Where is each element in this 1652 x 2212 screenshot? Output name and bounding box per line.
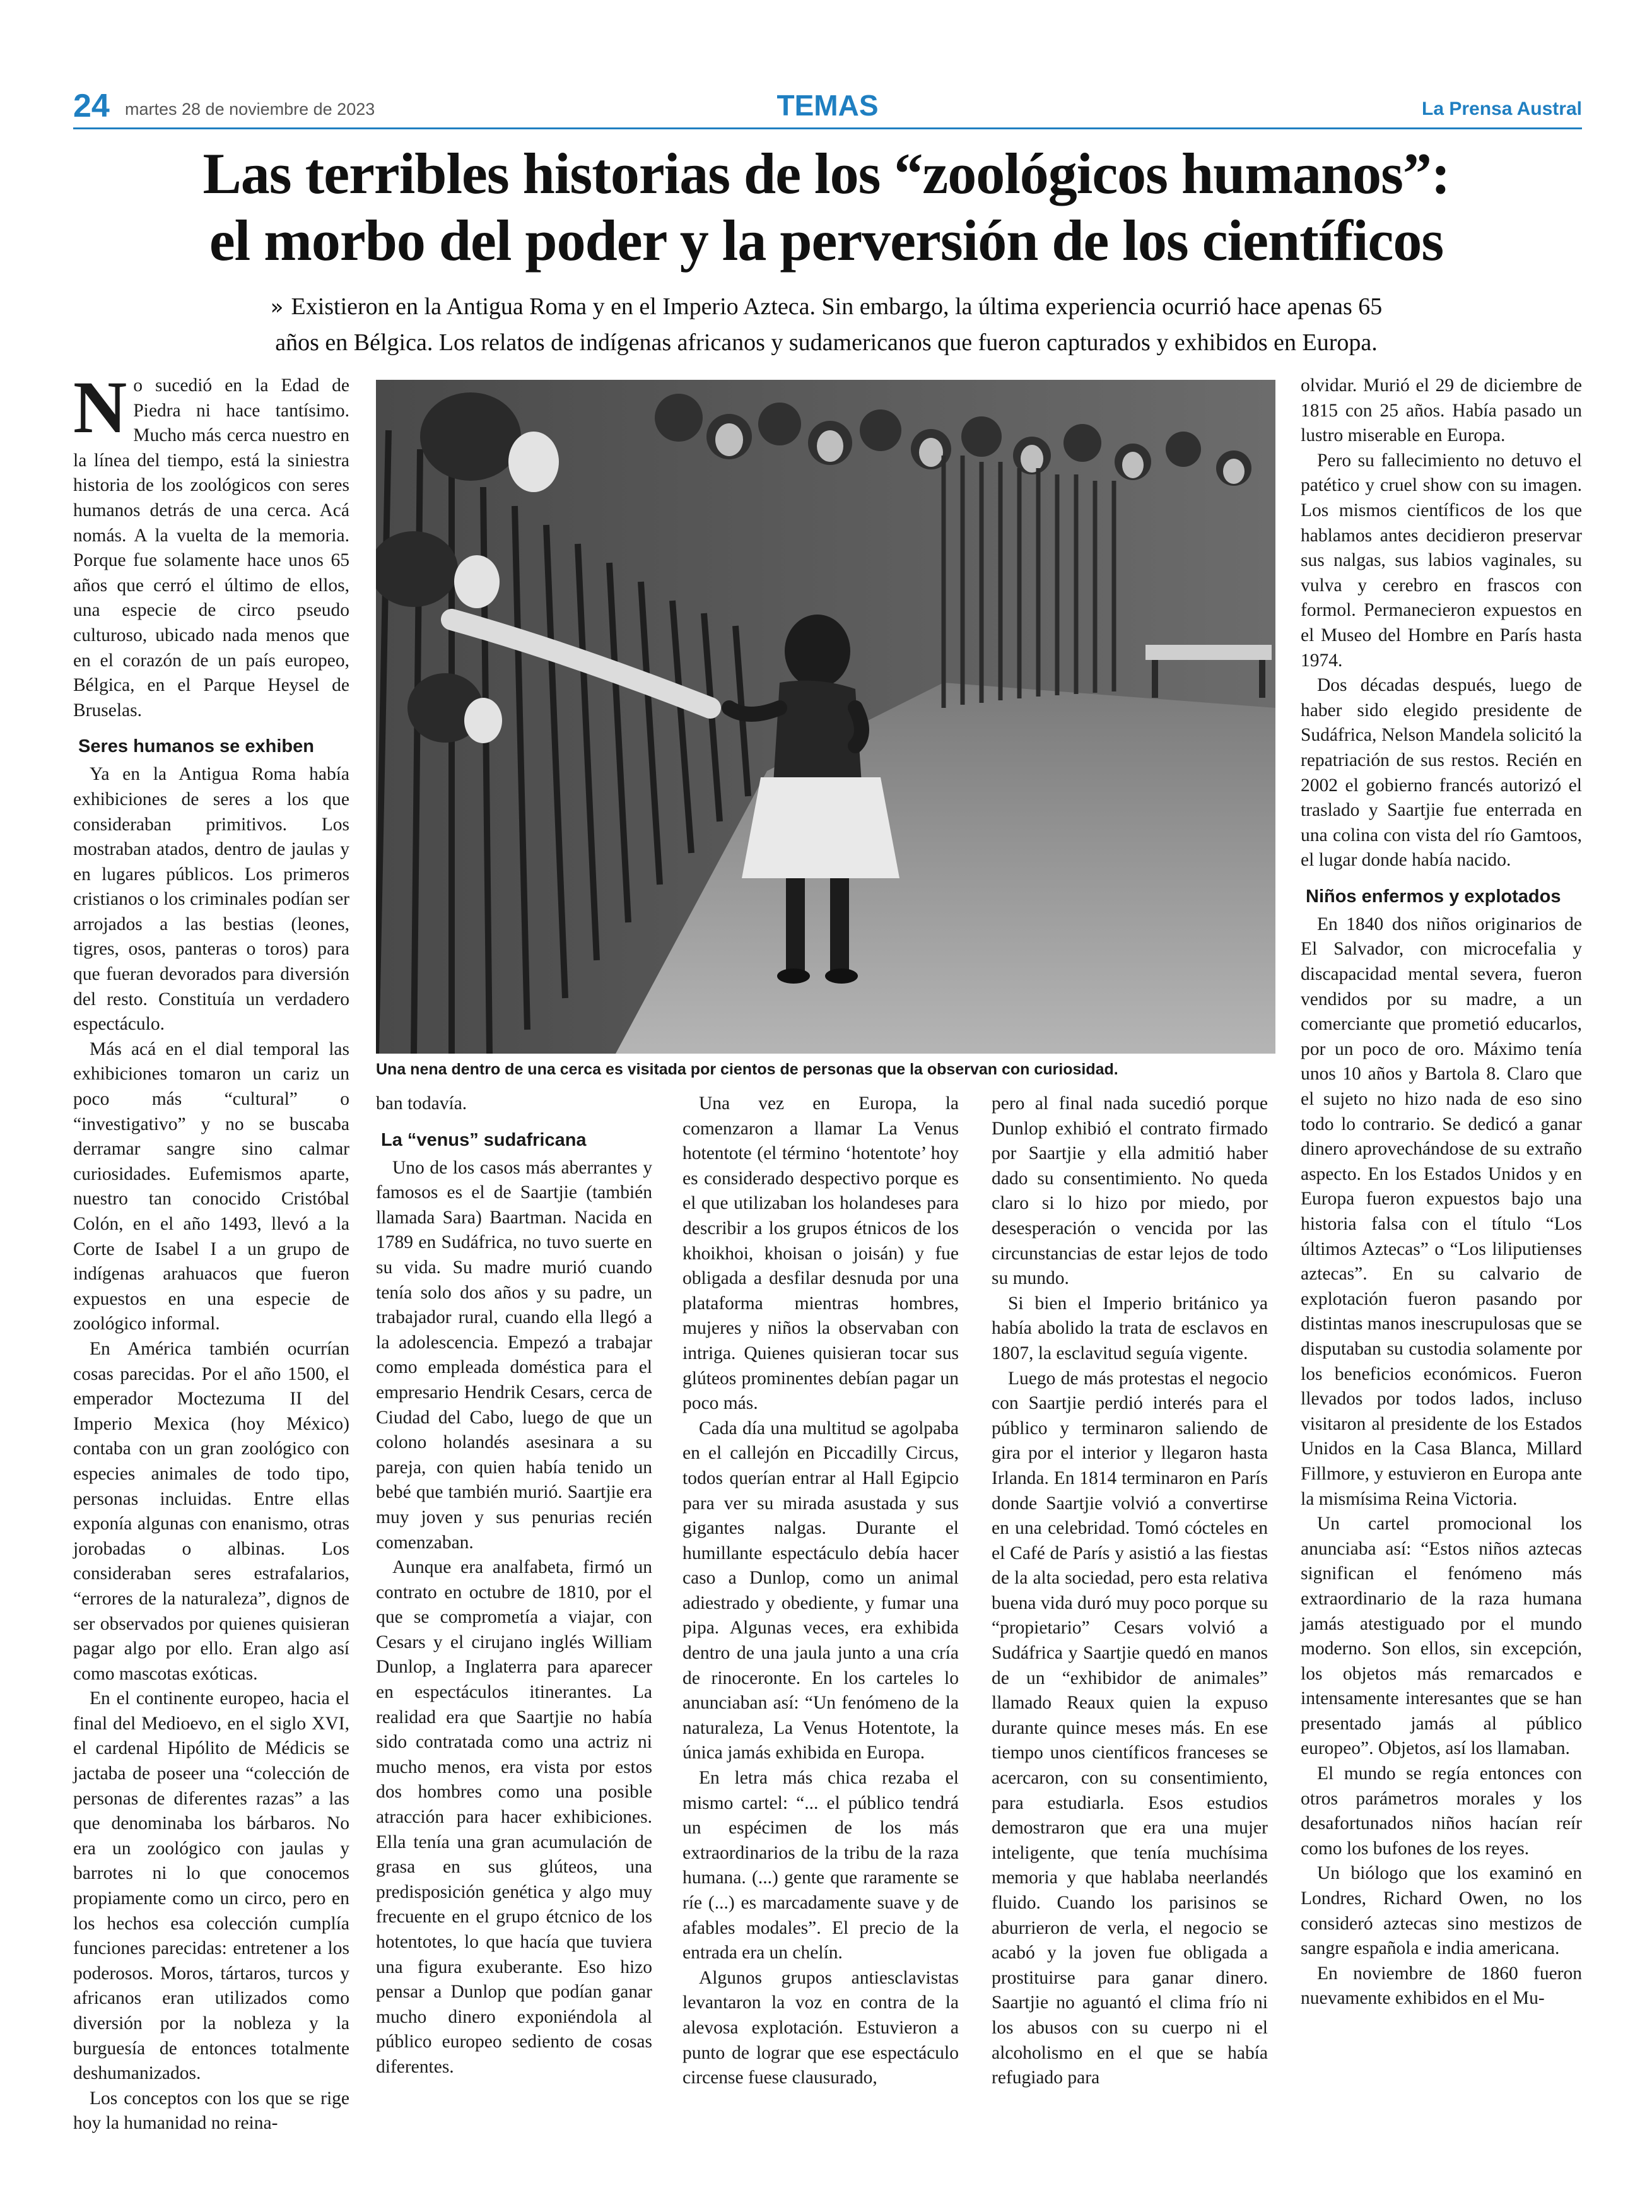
masthead-rule xyxy=(73,127,1582,129)
section-name: TEMAS xyxy=(776,89,879,122)
subheading: La “venus” sudafricana xyxy=(381,1129,587,1150)
paragraph: Un biólogo que los examinó en Londres, Richard Owen, no los consideró aztecas sino mestizos de sangre española e india americana. xyxy=(1301,1863,1582,1959)
article-column-2 xyxy=(376,1091,652,2080)
deck-line-2: años en Bélgica. Los relatos de indígenas africanos y sudamericanos que fueron capturados y exhibidos en Europa. xyxy=(275,329,1378,356)
paragraph: Aunque era analfabeta, firmó un contrato en octubre de 1810, por el que se comprometía a viajar, con Cesars y el cirujano inglés William Dunlop, a Inglaterra para aparecer en espectáculos itinerantes. La realidad era que Saartjie no había sido contratada como una actriz ni mucho menos, era vista por estos dos hombres como una posible atracción para hacer exhibiciones. Ella tenía una gran acumulación de grasa en sus glúteos, una predisposición genética y algo muy frecuente en el grupo étcnico de los hotentotes, lo que hacía que tuviera una figura exuberante. Eso hizo pensar a Dunlop que podían ganar mucho dinero exponiéndola al público europeo sediento de cosas diferentes. xyxy=(376,1557,652,2077)
headline-line-2: el morbo del poder y la perversión de los científicos xyxy=(209,208,1444,273)
paragraph: Si bien el Imperio británico ya había abolido la trata de esclavos en 1807, la esclavitud seguía vigente. xyxy=(992,1293,1268,1363)
photo-caption: Una nena dentro de una cerca es visitada por cientos de personas que la observan con curiosidad. xyxy=(376,1061,1118,1078)
paragraph: En noviembre de 1860 fueron nuevamente exhibidos en el Mu- xyxy=(1301,1963,1582,2009)
paragraph: Pero su fallecimiento no detuvo el patético y cruel show con su imagen. Los mismos científicos de los que hablamos antes decidieron preservar sus nalgas, sus labios vaginales, su vulva y cerebro en frascos con formol. Permanecieron expuestos en el Museo del Hombre en París hasta 1974. xyxy=(1301,450,1582,671)
paragraph: El mundo se regía entonces con otros parámetros morales y los desafortunados niños hacían reír como los bufones de los reyes. xyxy=(1301,1763,1582,1859)
paragraph: Ya en la Antigua Roma había exhibiciones de seres a los que consideraban primitivos. Los mostraban atados, dentro de jaulas y en lugares públicos. Los primeros cristianos o los criminales podían ser arrojados a las bestias (leones, tigres, osos, panteras o toros) para que fueran devorados para diversión del resto. Constituía un verdadero espectáculo. xyxy=(73,764,349,1035)
paragraph: Una vez en Europa, la comenzaron a llamar La Venus hotentote (el término ‘hotentote’ hoy es considerado despectivo porque es el que utilizaban los holandeses para describir a los grupos étnicos de los khoikhoi, khoisan o joisán) y fue obligada a desfilar desnuda por una plataforma mientras hombres, mujeres y niños la observaban con intriga. Quienes quisieran tocar sus glúteos prominentes debían pagar un poco más. xyxy=(682,1093,959,1414)
paragraph: En el continente europeo, hacia el final del Medioevo, en el siglo XVI, el cardenal Hipólito de Médicis se jactaba de poseer una “colección de personas de diferentes razas” a las que denominaba los bárbaros. No era un zoológico con jaulas y barrotes ni lo que conocemos propiamente como un circo, pero en los hechos esa colección cumplía funciones parecidas: entretener a los poderosos. Moros, tártaros, turcos y africanos eran utilizados como diversión por la nobleza y la burguesía de entonces totalmente deshumanizados. xyxy=(73,1688,349,2084)
paragraph: En América también ocurrían cosas parecidas. Por el año 1500, el emperador Moctezuma II del Imperio Mexica (hoy México) contaba con un gran zoológico con especies animales de todo tipo, personas incluidas. Entre ellas exponía algunas con enanismo, otras jorobadas o albinas. Los consideraban seres estrafalarios, “errores de la naturaleza”, dignos de ser observados por quienes quisieran pagar algo por ello. Eran algo así como mascotas exóticas. xyxy=(73,1338,349,1684)
deck xyxy=(164,289,1489,360)
subheading: Niños enfermos y explotados xyxy=(1306,886,1561,907)
paragraph: En letra más chica rezaba el mismo cartel: “... el público tendrá un espécimen de los más extraordinarios de la tribu de la raza humana. (...) gente que raramente se ríe (...) es marcadamente suave y de afables modales”. El precio de la entrada era un chelín. xyxy=(682,1768,959,1963)
paragraph: Uno de los casos más aberrantes y famosos es el de Saartjie (también llamada Sara) Baartman. Nacida en 1789 en Sudáfrica, no tuvo suerte en su vida. Su madre murió cuando tenía solo dos años y su padre, un trabajador rural, cuando ella llegó a la adolescencia. Empezó a trabajar como empleada doméstica para el empresario Hendrik Cesars, cerca de Ciudad del Cabo, luego de que un colono holandés asesinara a su pareja, con quien había tenido un bebé que también murió. Saartjie era muy joven y sus penurias recién comenzaban. xyxy=(376,1157,652,1553)
double-chevron-right-icon: » xyxy=(270,295,284,320)
issue-date: martes 28 de noviembre de 2023 xyxy=(125,100,375,119)
paragraph: o sucedió en la Edad de Piedra ni hace tantísimo. Mucho más cerca nuestro en la línea del tiempo, está la siniestra historia de los zoológicos con seres humanos detrás de una cerca. Acá nomás. A la vuelta de la memoria. Porque fue solamente hace unos 65 años que cerró el último de ellos, una especie de circo pseudo culturoso, ubicado nada menos que en el corazón de un país europeo, Bélgica, en el Parque Heysel de Bruselas. xyxy=(73,375,349,721)
paragraph: Dos décadas después, luego de haber sido elegido presidente de Sudáfrica, Nelson Mandela solicitó la repatriación de sus restos. Recién en 2002 el gobierno francés autorizó el traslado y Saartjie fue enterrada en una colina con vista del río Gamtoos, el lugar donde había nacido. xyxy=(1301,675,1582,871)
paragraph: Los conceptos con los que se rige hoy la humanidad no reina- xyxy=(73,2088,349,2134)
paragraph: Algunos grupos antiesclavistas levantaron la voz en contra de la alevosa explotación. Estuvieron a punto de lograr que ese espectáculo circense fuese clausurado, xyxy=(682,1967,959,2088)
article-column-1 xyxy=(73,366,349,2136)
article-column-5 xyxy=(1301,374,1582,2011)
paragraph: Un cartel promocional los anunciaba así: “Estos niños aztecas significan el fenómeno más extraordinario de la raza humana jamás atestiguado por el mundo moderno. Son ellos, sin excepción, los objetos más remarcados e intensamente interesantes que se han presentado jamás al público europeo”. Objetos, así los llamaban. xyxy=(1301,1514,1582,1759)
headline xyxy=(76,140,1577,274)
paragraph: pero al final nada sucedió porque Dunlop exhibió el contrato firmado por Saartjie y ella admitió haber dado su consentimiento. No queda claro si lo hizo por miedo, por desesperación o vencida por las circunstancias de estar lejos de todo su mundo. xyxy=(992,1093,1268,1289)
drop-cap: N xyxy=(73,366,127,449)
paragraph: Cada día una multitud se agolpaba en el callejón en Piccadilly Circus, todos querían entrar al Hall Egipcio para ver su mirada asustada y sus gigantes nalgas. Durante el humillante espectáculo debía hacer caso a Dunlop, como un animal adiestrado y obediente, y fumar una pipa. Algunas veces, era exhibida dentro de una jaula junto a una cría de rinoceronte. En los carteles lo anunciaban así: “Un fenómeno de la naturaleza, La Venus Hotentote, la única jamás exhibida en Europa. xyxy=(682,1418,959,1763)
masthead xyxy=(73,88,1582,125)
paragraph: Más acá en el dial temporal las exhibiciones tomaron un cariz un poco más “cultural” o “investigativo” y no se buscaba derramar sangre sino calmar curiosidades. Eufemismos aparte, nuestro tan conocido Cristóbal Colón, en el año 1493, llevó a la Corte de Isabel I a un grupo de indígenas arahuacos que fueron expuestos en una especie de zoológico informal. xyxy=(73,1038,349,1334)
article-photo xyxy=(376,380,1275,1054)
page-number: 24 xyxy=(73,88,110,124)
paragraph: En 1840 dos niños originarios de El Salvador, con microcefalia y discapacidad mental severa, fueron vendidos por su madre, a un comerciante que prometió educarlos, por un poco de oro. Máximo tenía unos 10 años y Bartola 8. Claro que el sujeto no hizo nada de eso sino todo lo contrario. Se dedicó a ganar dinero aprovechándose de su extraño aspecto. En los Estados Unidos y en Europa fueron expuestos bajo una historia falsa con el título “Los últimos Aztecas” o “Los liliputienses aztecas”. En su calvario de explotación fueron pasando por distintas manos inescrupulosas que se disputaban su custodia solamente por los beneficios económicos. Fueron llevados por todos lados, incluso visitaron al presidente de los Estados Unidos en la Casa Blanca, Millard Fillmore, y estuvieron en Europa ante la mismísima Reina Victoria. xyxy=(1301,914,1582,1509)
article-column-3 xyxy=(682,1091,959,2091)
article-column-4 xyxy=(992,1091,1268,2091)
paragraph: ban todavía. xyxy=(376,1093,467,1114)
deck-line-1: Existieron en la Antigua Roma y en el Imperio Azteca. Sin embargo, la última experiencia ocurrió hace apenas 65 xyxy=(291,293,1383,320)
paragraph: Luego de más protestas el negocio con Saartjie perdió interés para el público y terminaron saliendo de gira por el interior y llegaron hasta Irlanda. En 1814 terminaron en París donde Saartjie volvió a convertirse en una celebridad. Tomó cócteles en el Café de París y asistió a las fiestas de la alta sociedad, pero esta relativa buena vida duró muy poco porque su “propietario” Cesars volvió a Sudáfrica y Saartjie quedó en manos de un “exhibidor de animales” llamado Reaux quien la expuso durante quince meses más. En ese tiempo unos científicos franceses se acercaron, con su consentimiento, para estudiarla. Esos estudios demostraron que era una mujer inteligente, que tenía muchísima memoria y que hablaba neerlandés fluido. Cuando los parisinos se aburrieron de verla, el negocio se acabó y la joven fue obligada a prostituirse para ganar dinero. Saartjie no aguantó el clima frío ni los abusos con su cuerpo ni el alcoholismo en el que se había refugiado para xyxy=(992,1368,1268,2088)
subheading: Seres humanos se exhiben xyxy=(78,736,314,757)
newspaper-name: La Prensa Austral xyxy=(1422,98,1582,119)
paragraph: olvidar. Murió el 29 de diciembre de 1815 con 25 años. Había pasado un lustro miserable en Europa. xyxy=(1301,375,1582,446)
headline-line-1: Las terribles historias de los “zoológicos humanos”: xyxy=(202,141,1450,206)
